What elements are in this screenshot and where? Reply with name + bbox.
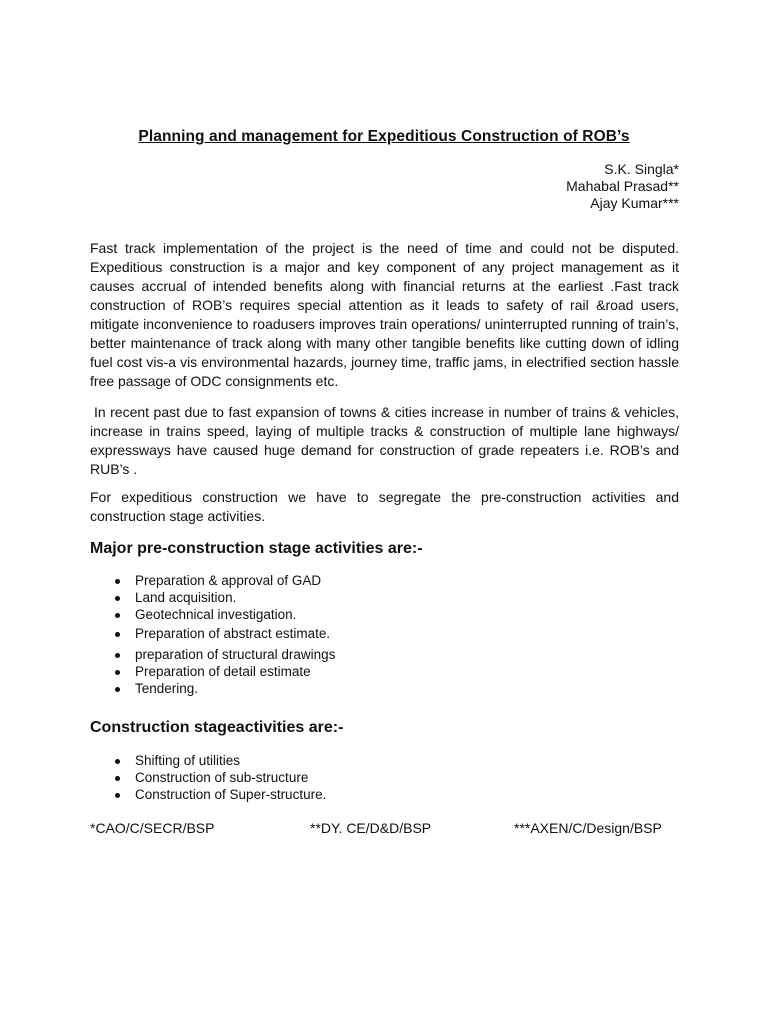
list-item: Shifting of utilities xyxy=(115,753,326,770)
list-item: preparation of structural drawings xyxy=(115,647,335,664)
bullet-icon xyxy=(115,776,120,781)
body-paragraph: For expeditious construction we have to segregate the pre-construction activities and construction stage activities. xyxy=(90,489,679,524)
section-heading: Major pre-construction stage activities are:- xyxy=(90,540,423,557)
section-heading: Construction stageactivities are:- xyxy=(90,719,344,736)
bullet-list xyxy=(115,573,335,698)
bullet-icon xyxy=(115,579,120,584)
body-paragraph: Fast track implementation of the project is the need of time and could not be disputed. Expeditious construction is a major and key component of any project management as it causes accrual of intended benefits along with financial returns at the earliest .Fast track construction of ROB’s requires special attention as it leads to safety of rail &road users, mitigate inconvenience to roadusers improves train operations/ uninterrupted running of train’s, better maintenance of track along with many other tangible benefits like cutting down of idling fuel cost vis-a vis environmental hazards, journey time, traffic jams, in electrified section hassle free passage of ODC consignments etc. xyxy=(90,240,679,389)
bullet-list xyxy=(115,753,326,803)
bullet-icon xyxy=(115,793,120,798)
list-item: Preparation of abstract estimate. xyxy=(115,626,335,643)
list-item: Geotechnical investigation. xyxy=(115,607,335,624)
bullet-icon xyxy=(115,613,120,618)
list-item: Tendering. xyxy=(115,681,335,698)
list-item: Preparation of detail estimate xyxy=(115,664,335,681)
author-list xyxy=(566,161,679,212)
bullet-icon xyxy=(115,687,120,692)
bullet-icon xyxy=(115,653,120,658)
author-name: Mahabal Prasad** xyxy=(566,178,679,194)
footer-affiliation: *CAO/C/SECR/BSP xyxy=(90,820,215,836)
footer-affiliation: ***AXEN/C/Design/BSP xyxy=(514,820,662,836)
bullet-icon xyxy=(115,632,120,637)
list-item: Preparation & approval of GAD xyxy=(115,573,335,590)
bullet-icon xyxy=(115,759,120,764)
author-name: Ajay Kumar*** xyxy=(590,195,679,211)
document-title: Planning and management for Expeditious Construction of ROB’s xyxy=(138,128,630,145)
list-item: Land acquisition. xyxy=(115,590,335,607)
bullet-icon xyxy=(115,596,120,601)
author-name: S.K. Singla* xyxy=(604,161,679,177)
bullet-icon xyxy=(115,670,120,675)
list-item: Construction of sub-structure xyxy=(115,770,326,787)
footer-affiliation: **DY. CE/D&D/BSP xyxy=(310,820,432,836)
body-paragraph: In recent past due to fast expansion of towns & cities increase in number of trains & vehicles, increase in trains speed, laying of multiple tracks & construction of multiple lane highways/ expressways have caused huge demand for construction of grade repeaters i.e. ROB’s and RUB’s . xyxy=(90,404,679,477)
list-item: Construction of Super-structure. xyxy=(115,787,326,804)
